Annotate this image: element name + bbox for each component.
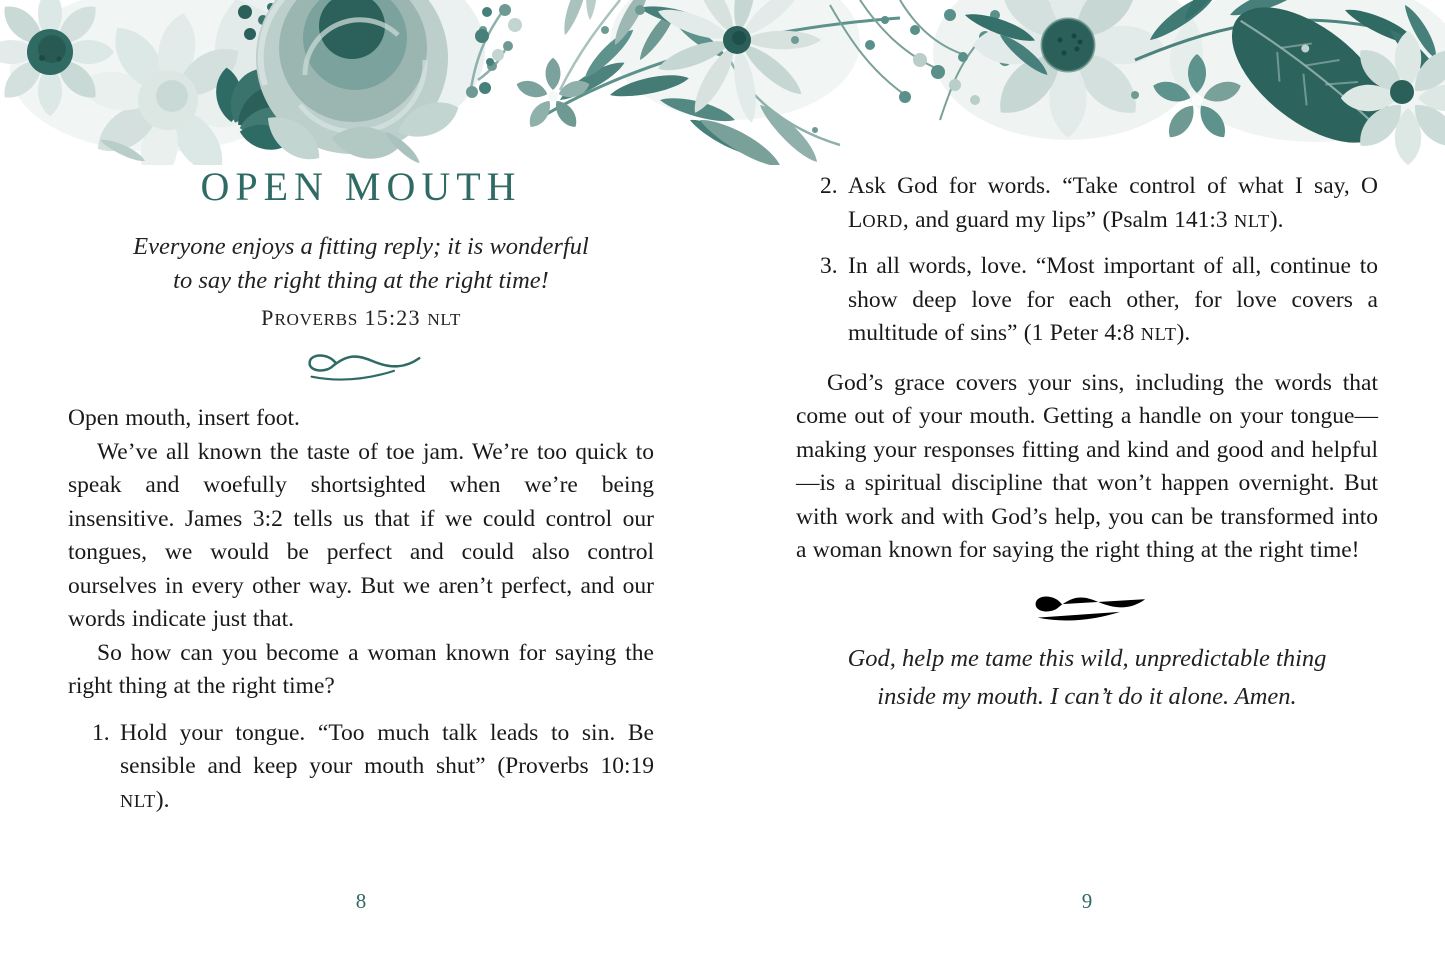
page-number-left: 8 — [355, 889, 367, 913]
list-item-number: 3. — [820, 253, 838, 279]
teal-rose — [256, 0, 464, 165]
numbered-list — [796, 170, 1378, 352]
list-item-number: 2. — [820, 173, 838, 199]
flourish-divider-icon — [297, 347, 425, 385]
page-right — [796, 164, 1378, 716]
page-left — [68, 162, 654, 818]
verse-citation: PROVERBS 15:23 NLT — [261, 305, 461, 330]
list-item-number: 1. — [92, 719, 110, 746]
list-item-text: Ask God for words. “Take control of what I say, O LORD, and guard my lips” (Psalm 141:3 NLT). — [848, 173, 1378, 233]
closing-prayer — [796, 640, 1378, 716]
ordered-list-item — [796, 170, 1378, 238]
epigraph-line-2: to say the right thing at the right time! — [173, 267, 549, 294]
body-paragraph: So how can you become a woman known for saying the right thing at the right time? — [68, 639, 654, 699]
prayer-line-1: God, help me tame this wild, unpredictable thing — [847, 644, 1327, 672]
ordered-list-item — [68, 717, 654, 819]
chapter-title: OPEN MOUTH — [200, 164, 522, 209]
flourish-divider-icon — [1023, 588, 1151, 626]
ordered-list-item — [796, 250, 1378, 352]
body-paragraph: Open mouth, insert foot. — [68, 405, 300, 431]
prayer-line-2: inside my mouth. I can’t do it alone. Amen. — [877, 682, 1297, 710]
list-item-text: In all words, love. “Most important of all, continue to show deep love for each other, for love covers a multitude of sins” (1 Peter 4:8 NLT). — [848, 253, 1378, 346]
body-paragraph: We’ve all known the taste of toe jam. We’re too quick to speak and woefully shortsighted when we’re being insensitive. James 3:2 tells us that if we could control our tongues, we would be perfect and could also control ourselves in every other way. But we aren’t perfect, and our words indicate just that. — [68, 438, 654, 632]
body-paragraph: God’s grace covers your sins, including the words that come out of your mouth. Getting a handle on your tongue—making your responses fitting and kind and good and helpful—is a spiritual discipline that won’t happen overnight. But with work and with God’s help, you can be transformed into a woman known for saying the right thing at the right time! — [796, 369, 1378, 563]
small-teal-flower-left — [514, 58, 591, 132]
numbered-list — [68, 717, 654, 819]
epigraph-verse — [68, 230, 654, 298]
epigraph-line-1: Everyone enjoys a fitting reply; it is wonderful — [133, 233, 589, 260]
page-number-right: 9 — [1081, 889, 1093, 913]
list-item-text: Hold your tongue. “Too much talk leads to sin. Be sensible and keep your mouth shut” (Proverbs 10:19 NLT). — [120, 719, 654, 813]
floral-border-illustration — [0, 0, 1445, 165]
